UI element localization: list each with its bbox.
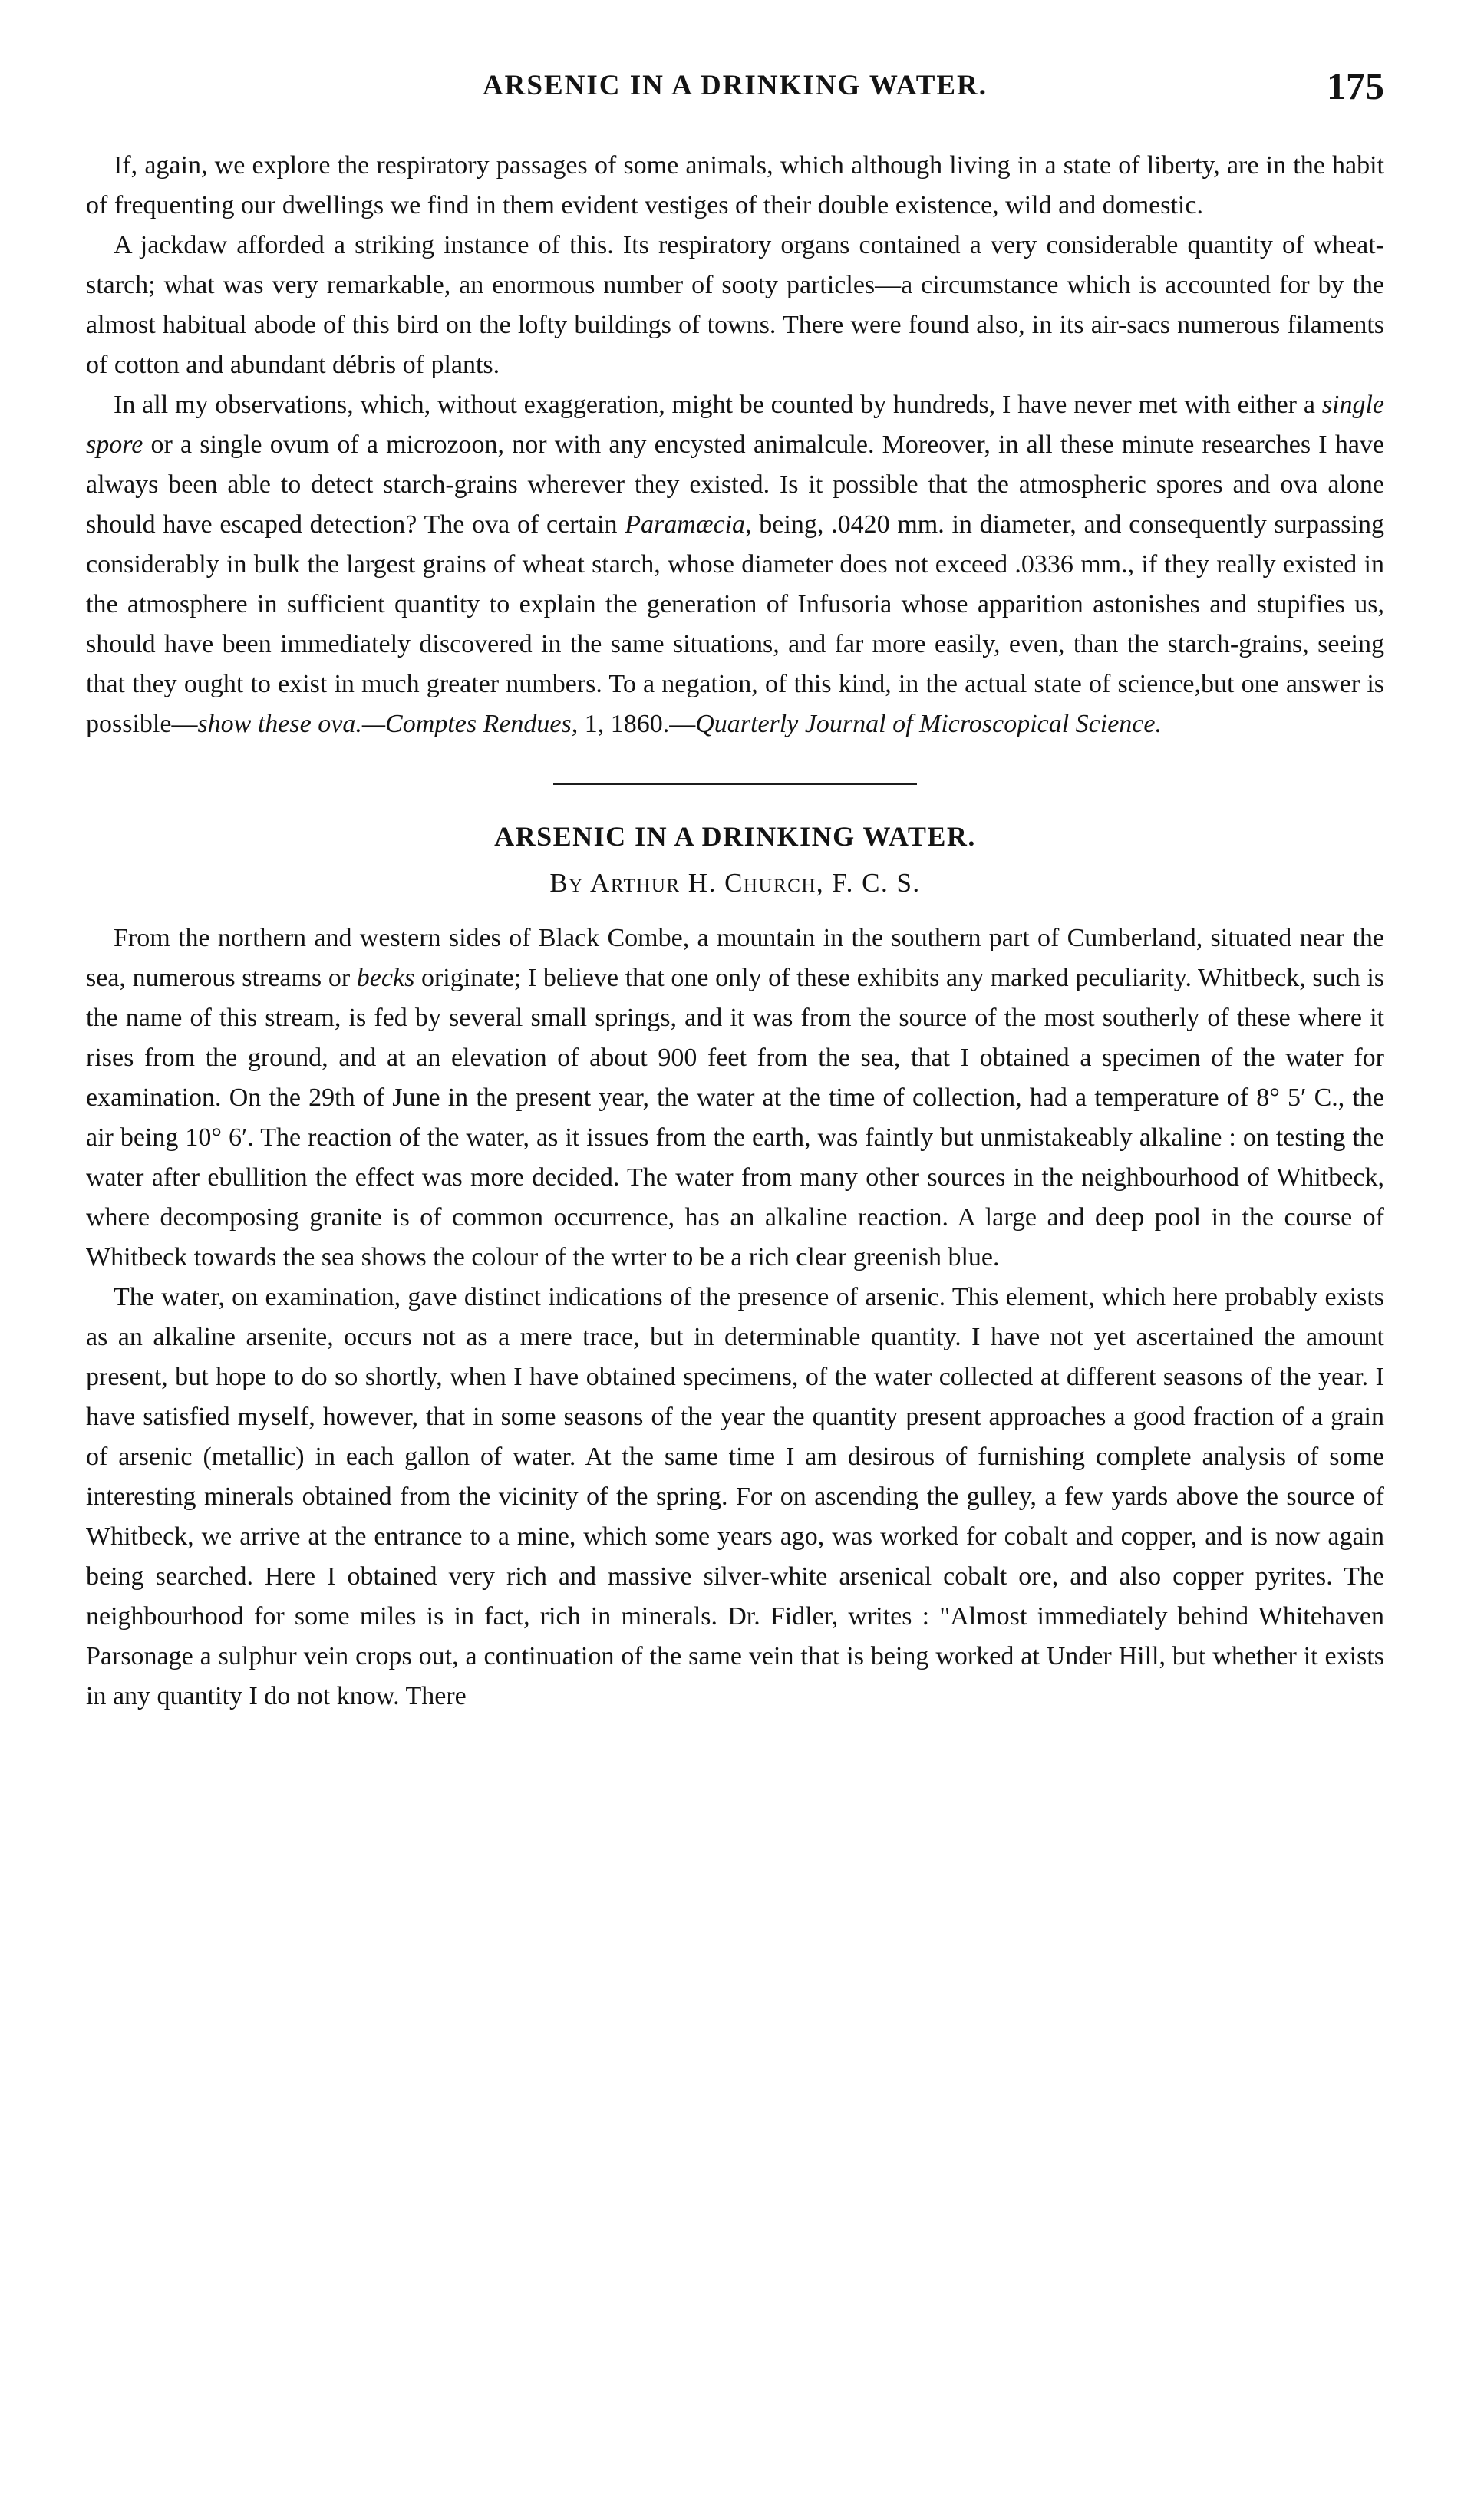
italic-text-run: Paramæcia, [625,510,752,539]
section-divider [553,783,917,785]
italic-text-run: single spore [86,391,1384,459]
article-title: ARSENIC IN A DRINKING WATER. [494,821,976,852]
text-run: In all my observations, which, without exaggeration, might be counted by hundreds, I have never met with either a [114,391,1322,419]
running-header [86,64,1384,115]
article-byline: By Arthur H. Church, F. C. S. [549,868,921,898]
document-page [86,64,1384,1716]
previous-article-paragraph-3 [86,385,1384,744]
journal-citation: Quarterly Journal of Microscopical Science. [695,710,1162,738]
text-run: From the northern and western sides of Black Combe, a mountain in the southern part of Cumberland, situated near the sea, numerous streams or [86,924,1384,992]
text-run: 1, 1860.— [578,710,696,738]
text-run: or a single ovum of a microzoon, nor with any encysted animalcule. Moreover, in all these minute researches I have always been able to detect starch-grains wherever they existed. Is it possible that the atmospheric spores and ova alone should have escaped detection? The ova of certain [86,430,1384,539]
italic-text-run: becks [356,964,415,992]
italic-text-run: show these ova.—Comptes Rendues, [197,710,579,738]
previous-article-paragraph-2: A jackdaw afforded a striking instance of this. Its respiratory organs contained a very considerable quantity of wheat-starch; what was very remarkable, an enormous number of sooty particles—a circumstance which is accounted for by the almost habitual abode of this bird on the lofty buildings of towns. There were found also, in its air-sacs numerous filaments of cotton and abundant débris of plants. [86,231,1384,379]
running-title: ARSENIC IN A DRINKING WATER. [482,70,988,101]
text-run: originate; I believe that one only of these exhibits any marked peculiarity. Whitbeck, such is the name of this stream, is fed by several small springs, and it was from the source of the most southerly of these where it rises from the ground, and at an elevation of about 900 feet from the sea, that I obtained a specimen of the water for examination. On the 29th of June in the present year, the water at the time of collection, had a temperature of 8° 5′ C., the air being 10° 6′. The reaction of the water, as it issues from the earth, was faintly but unmistakeably alkaline : on testing the water after ebullition the effect was more decided. The water from many other sources in the neighbourhood of Whitbeck, where decomposing granite is of common occurrence, has an alkaline reaction. A large and deep pool in the course of Whitbeck towards the sea shows the colour of the wrter to be a rich clear greenish blue. [86,964,1384,1271]
article-paragraph-1 [86,918,1384,1278]
page-number: 175 [1327,64,1384,107]
article-paragraph-2: The water, on examination, gave distinct indications of the presence of arsenic. This element, which here probably exists as an alkaline arsenite, occurs not as a mere trace, but in determinable quantity. I have not yet ascertained the amount present, but hope to do so shortly, when I have obtained specimens, of the water collected at different seasons of the year. I have satisfied myself, however, that in some seasons of the year the quantity present approaches a good fraction of a grain of arsenic (metallic) in each gallon of water. At the same time I am desirous of furnishing complete analysis of some interesting minerals obtained from the vicinity of the spring. For on ascending the gulley, a few yards above the source of Whitbeck, we arrive at the entrance to a mine, which some years ago, was worked for cobalt and copper, and is now again being searched. Here I obtained very rich and massive silver-white arsenical cobalt ore, and also copper pyrites. The neighbourhood for some miles is in fact, rich in minerals. Dr. Fidler, writes : "Almost immediately behind Whitehaven Parsonage a sulphur vein crops out, a continuation of the same vein that is being worked at Under Hill, but whether it exists in any quantity I do not know. There [86,1283,1384,1710]
text-run: being, .0420 mm. in diameter, and consequently surpassing considerably in bulk the largest grains of wheat starch, whose diameter does not exceed .0336 mm., if they really existed in the atmosphere in sufficient quantity to explain the generation of Infusoria whose apparition astonishes and stupifies us, should have been immediately discovered in the same situations, and far more easily, even, than the starch-grains, seeing that they ought to exist in much greater numbers. To a negation, of this kind, in the actual state of science,but one answer is possible— [86,510,1384,738]
previous-article-paragraph-1: If, again, we explore the respiratory passages of some animals, which although living in a state of liberty, are in the habit of frequenting our dwellings we find in them evident vestiges of their double existence, wild and domestic. [86,151,1384,219]
